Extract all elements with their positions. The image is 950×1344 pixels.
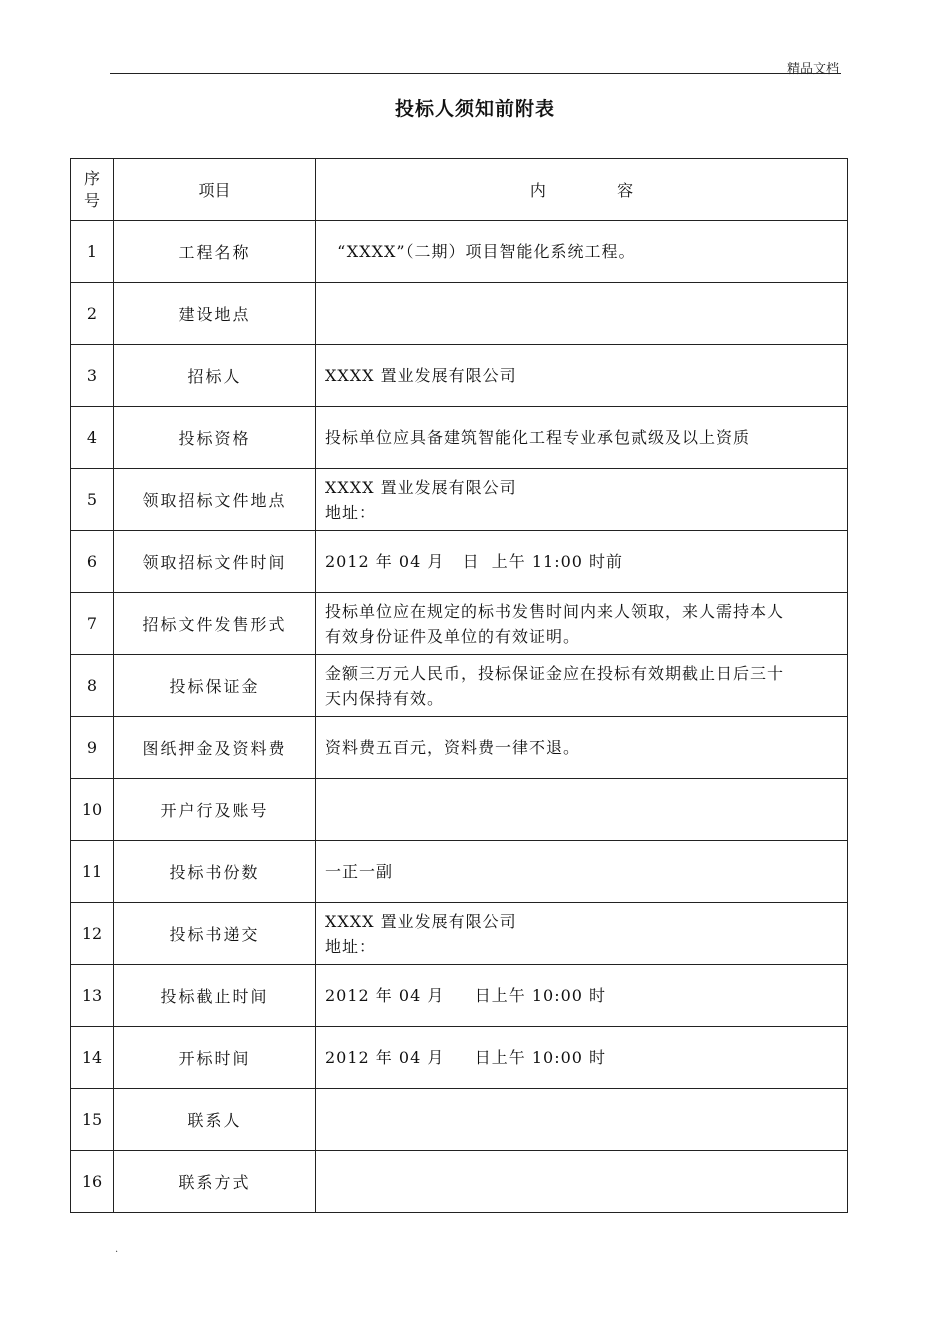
row-content xyxy=(316,655,848,717)
row-content-line: 2012 年 04 月 日 上午 11:00 时前 xyxy=(325,552,624,571)
table-row xyxy=(71,841,848,903)
row-content-line: 2012 年 04 月 日上午 10:00 时 xyxy=(325,1048,607,1067)
row-number: 16 xyxy=(71,1151,114,1213)
row-item-label: 投标书份数 xyxy=(114,841,316,903)
column-header-number-line1: 序 xyxy=(83,168,100,188)
row-item-label: 建设地点 xyxy=(114,283,316,345)
row-item-label: 领取招标文件地点 xyxy=(114,469,316,531)
row-content xyxy=(316,779,848,841)
header-label: 精品文档 xyxy=(786,62,839,77)
row-item-label: 领取招标文件时间 xyxy=(114,531,316,593)
table-row xyxy=(71,593,848,655)
table-row xyxy=(71,655,848,717)
table-row xyxy=(71,1151,848,1213)
row-content xyxy=(316,841,848,903)
row-number: 11 xyxy=(71,841,114,903)
row-item-label: 开标时间 xyxy=(114,1027,316,1089)
table-header-row xyxy=(71,159,848,221)
row-content xyxy=(316,965,848,1027)
row-item-label: 工程名称 xyxy=(114,221,316,283)
row-content-line: XXXX 置业发展有限公司 xyxy=(325,366,517,385)
bidder-instructions-table xyxy=(70,158,848,1213)
row-number: 4 xyxy=(71,407,114,469)
column-header-number xyxy=(71,159,114,221)
footer-mark: . xyxy=(115,1244,119,1255)
row-content-line: XXXX 置业发展有限公司 xyxy=(325,911,517,931)
table-row xyxy=(71,407,848,469)
table-row xyxy=(71,283,848,345)
row-item-label: 招标文件发售形式 xyxy=(114,593,316,655)
row-content xyxy=(316,1089,848,1151)
row-content xyxy=(316,345,848,407)
row-number: 9 xyxy=(71,717,114,779)
row-content-line: 天内保持有效。 xyxy=(325,688,445,708)
row-number: 10 xyxy=(71,779,114,841)
row-number: 2 xyxy=(71,283,114,345)
column-header-number-line2: 号 xyxy=(83,190,100,210)
table-row xyxy=(71,965,848,1027)
row-item-label: 联系方式 xyxy=(114,1151,316,1213)
row-content-line: 资料费五百元，资料费一律不退。 xyxy=(325,738,581,757)
row-content xyxy=(316,903,848,965)
row-content xyxy=(316,283,848,345)
row-number: 3 xyxy=(71,345,114,407)
table-row xyxy=(71,1027,848,1089)
row-number: 12 xyxy=(71,903,114,965)
table-row xyxy=(71,531,848,593)
row-number: 6 xyxy=(71,531,114,593)
table-row xyxy=(71,717,848,779)
table-row xyxy=(71,345,848,407)
row-content xyxy=(316,221,848,283)
row-item-label: 图纸押金及资料费 xyxy=(114,717,316,779)
row-content xyxy=(316,593,848,655)
row-content xyxy=(316,469,848,531)
row-number: 1 xyxy=(71,221,114,283)
column-header-item: 项目 xyxy=(114,159,316,221)
row-content xyxy=(316,531,848,593)
row-content xyxy=(316,407,848,469)
row-item-label: 投标书递交 xyxy=(114,903,316,965)
table-row xyxy=(71,469,848,531)
row-number: 14 xyxy=(71,1027,114,1089)
document-title: 投标人须知前附表 xyxy=(394,98,555,120)
row-item-label: 投标截止时间 xyxy=(114,965,316,1027)
row-content-line: XXXX 置业发展有限公司 xyxy=(325,477,517,497)
row-content xyxy=(316,1027,848,1089)
table-row xyxy=(71,221,848,283)
row-item-label: 招标人 xyxy=(114,345,316,407)
row-item-label: 开户行及账号 xyxy=(114,779,316,841)
table-body xyxy=(71,221,848,1213)
row-content-line: 有效身份证件及单位的有效证明。 xyxy=(325,626,581,646)
row-content-line: 地址： xyxy=(325,502,377,522)
row-content xyxy=(316,717,848,779)
row-number: 5 xyxy=(71,469,114,531)
row-content-line: 2012 年 04 月 日上午 10:00 时 xyxy=(325,986,607,1005)
row-content-line: “XXXX”（二期）项目智能化系统工程。 xyxy=(325,242,636,261)
table-row xyxy=(71,903,848,965)
column-header-content-label: 内 容 xyxy=(529,181,634,200)
table-row xyxy=(71,779,848,841)
row-content-line: 一正一副 xyxy=(325,862,394,881)
row-content-line: 投标单位应在规定的标书发售时间内来人领取，来人需持本人 xyxy=(325,601,785,621)
row-number: 8 xyxy=(71,655,114,717)
header-rule xyxy=(110,73,841,74)
row-item-label: 投标资格 xyxy=(114,407,316,469)
row-number: 13 xyxy=(71,965,114,1027)
row-content-line: 金额三万元人民币，投标保证金应在投标有效期截止日后三十 xyxy=(325,663,785,683)
row-content-line: 地址： xyxy=(325,936,377,956)
row-number: 7 xyxy=(71,593,114,655)
row-content xyxy=(316,1151,848,1213)
row-number: 15 xyxy=(71,1089,114,1151)
row-content-line: 投标单位应具备建筑智能化工程专业承包贰级及以上资质 xyxy=(325,428,751,447)
row-item-label: 联系人 xyxy=(114,1089,316,1151)
row-item-label: 投标保证金 xyxy=(114,655,316,717)
table-row xyxy=(71,1089,848,1151)
column-header-content xyxy=(316,159,848,221)
